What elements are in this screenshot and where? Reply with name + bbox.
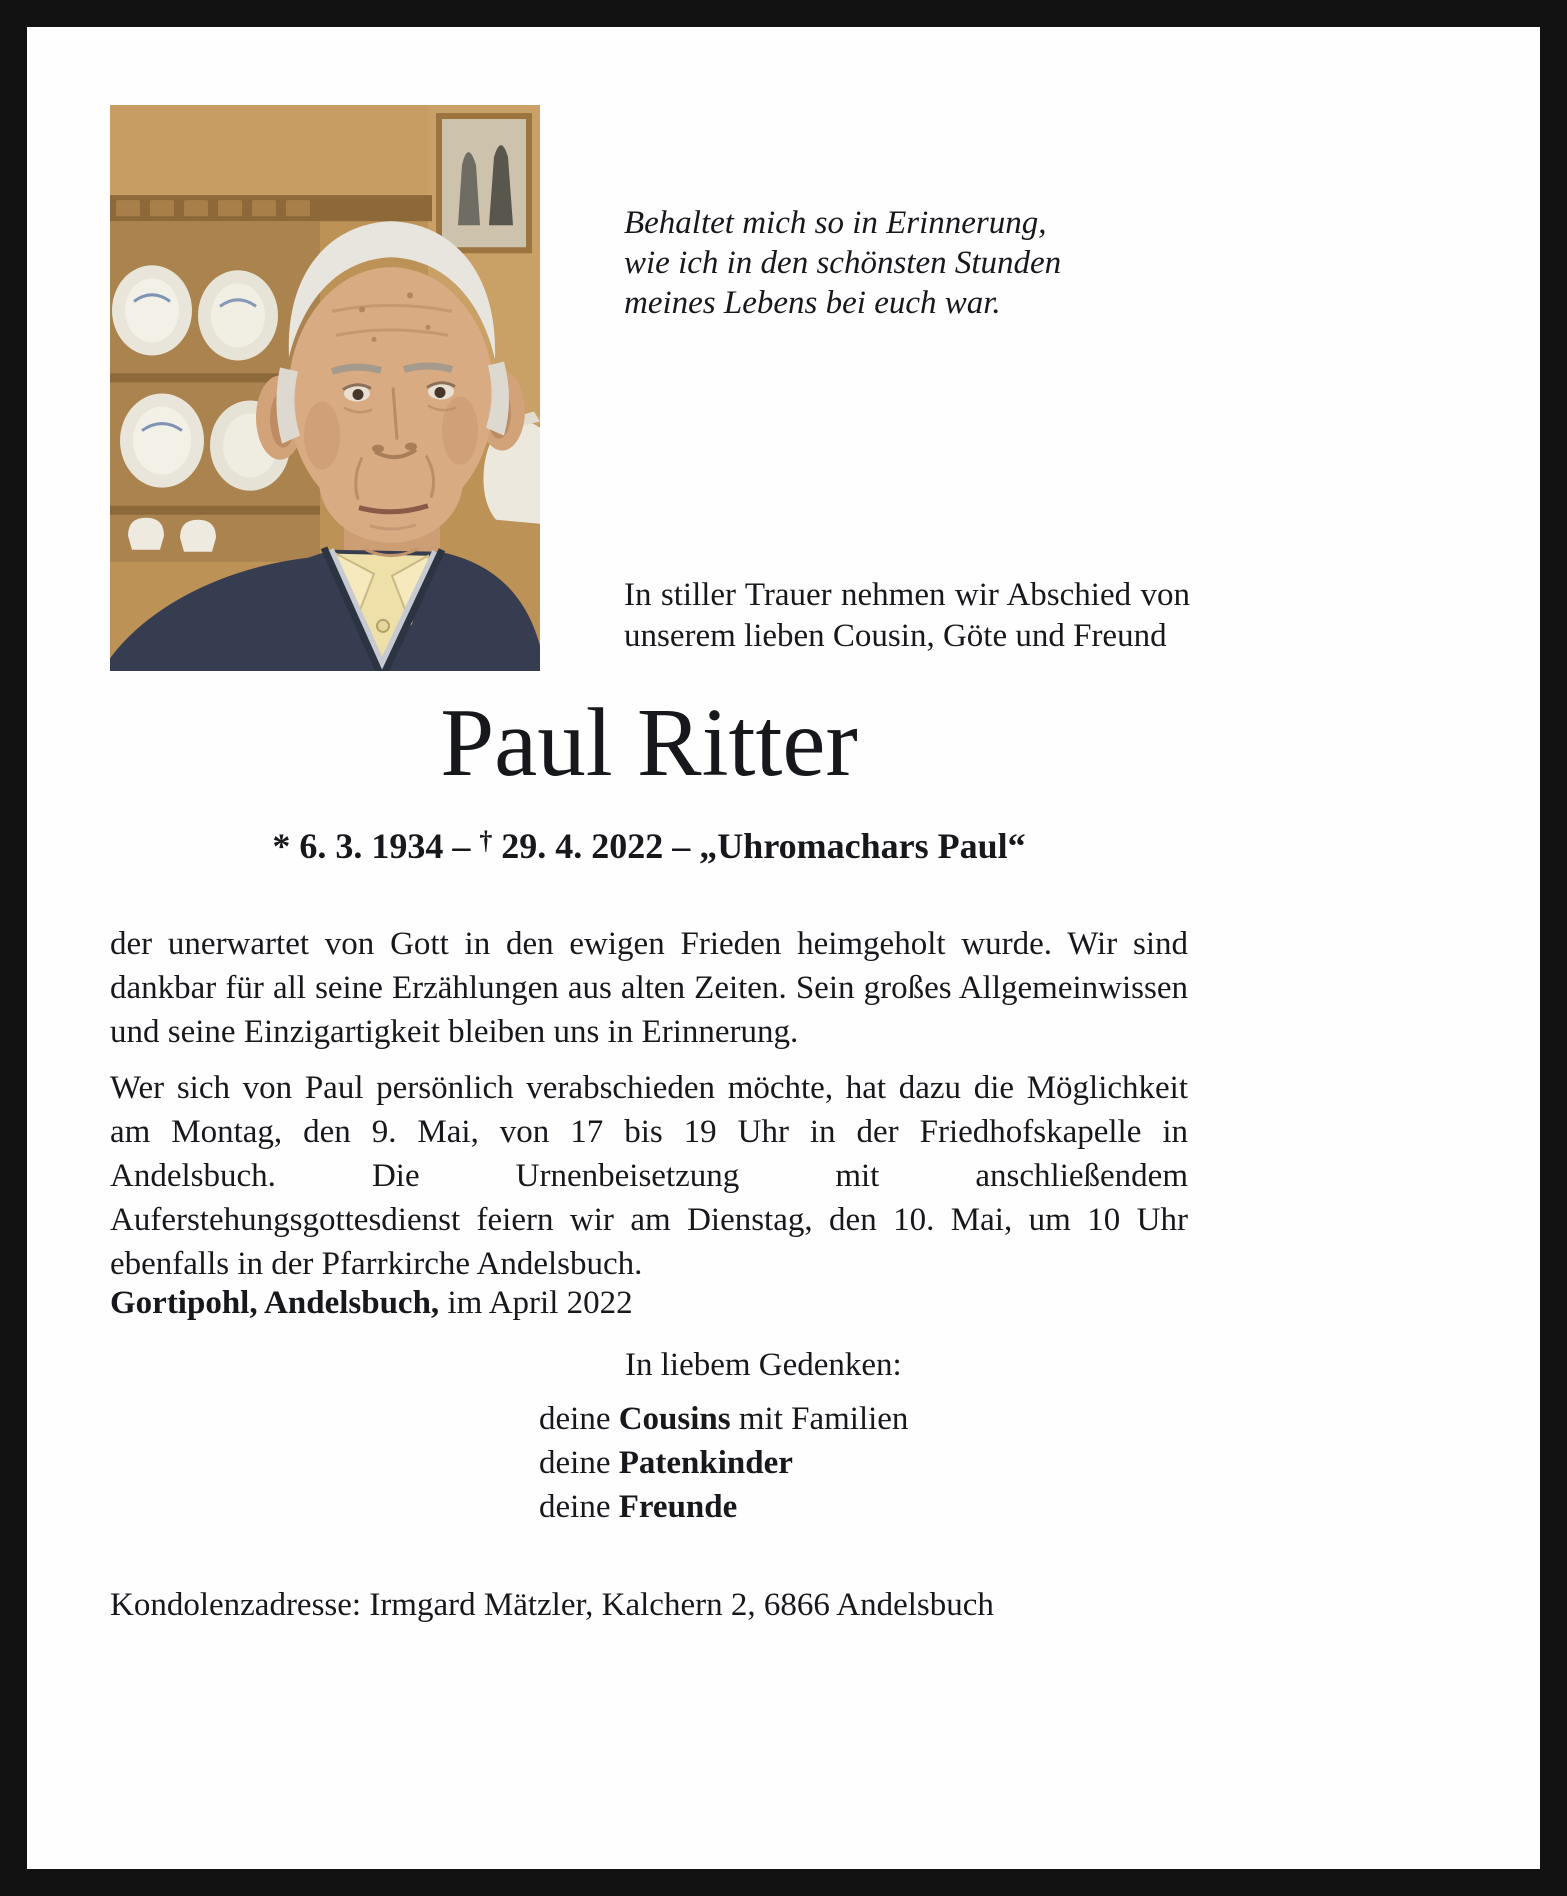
obituary-paragraph-1: der unerwartet von Gott in den ewigen Frieden heimgeholt wurde. Wir sind dankbar für all seine Erzählungen aus alten Zeiten. Sein großes Allgemeinwissen und seine Einzigartigkeit bleiben uns in Erinnerung. [110,926,1188,1050]
dagger-cross-icon: † [479,825,493,855]
remembrance-prefix: deine [539,1445,619,1481]
portrait-photo-image [110,105,540,671]
obituary-page [27,27,1540,1869]
remembrance-item [539,1441,908,1485]
death-date-nickname: 29. 4. 2022 – „Uhromachars Paul“ [492,826,1026,866]
memorial-quote [624,203,1061,323]
remembrance-item [539,1485,908,1529]
remembrance-group: Freunde [618,1489,738,1525]
remembrance-suffix: mit Familien [730,1401,909,1437]
place-names: Gortipohl, Andelsbuch, [110,1285,440,1321]
memorial-quote-line: Behaltet mich so in Erinnerung, [624,205,1047,241]
memorial-quote-line: wie ich in den schönsten Stunden [624,245,1062,281]
remembrance-item [539,1397,908,1441]
place-date-line [110,1285,633,1322]
remembrance-list [539,1397,908,1529]
intro-text: In stiller Trauer nehmen wir Abschied von unserem lieben Cousin, Göte und Freund [624,577,1190,654]
remembrance-prefix: deine [539,1489,619,1525]
birth-date: * 6. 3. 1934 – [272,826,480,866]
portrait-photo [110,105,540,671]
deceased-name: Paul Ritter [440,689,858,796]
life-dates [110,825,1188,867]
memorial-quote-line: meines Lebens bei euch war. [624,285,1001,321]
month-year: im April 2022 [447,1285,633,1321]
remembrance-heading: In liebem Gedenken: [625,1347,902,1383]
funeral-details-paragraph: Wer sich von Paul persönlich verabschieden möchte, hat dazu die Möglichkeit am Montag, den 9. Mai, von 17 bis 19 Uhr in der Friedhofskapelle in Andelsbuch. Die Urnenbeisetzung mit anschließendem Auferstehungsgottesdienst feiern wir am Dienstag, den 10. Mai, um 10 Uhr ebenfalls in der Pfarrkirche Andelsbuch. [110,1070,1188,1282]
remembrance-group: Patenkinder [618,1445,793,1481]
remembrance-prefix: deine [539,1401,619,1437]
remembrance-group: Cousins [618,1401,731,1437]
condolence-address: Kondolenzadresse: Irmgard Mätzler, Kalchern 2, 6866 Andelsbuch [110,1587,994,1623]
